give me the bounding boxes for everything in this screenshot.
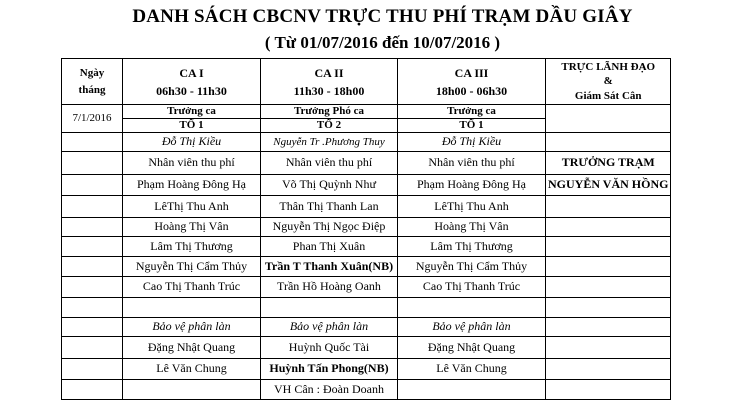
shift-2-cell: TỔ 2: [261, 119, 398, 133]
shift-3-cell: Phạm Hoàng Đông Hạ: [398, 175, 546, 196]
table-row: [62, 152, 671, 175]
shift-3-cell: Bảo vệ phân làn: [398, 318, 546, 337]
leader-cell: [546, 257, 671, 277]
shift-2-cell: Huỳnh Tấn Phong(NB): [261, 359, 398, 380]
table-row: [62, 277, 671, 298]
shift-3-cell: Trưởng ca: [398, 105, 546, 119]
shift-2-cell: Thân Thị Thanh Lan: [261, 196, 398, 218]
leader-header-line1: TRỰC LÃNH ĐẠO: [561, 61, 656, 73]
date-cell: [62, 380, 123, 400]
shift-1-cell: Trưởng ca: [123, 105, 261, 119]
shift-3-cell: Lê Văn Chung: [398, 359, 546, 380]
table-row: [62, 105, 671, 119]
shift-2-cell: [261, 298, 398, 318]
leader-header-line2: &: [603, 75, 613, 88]
shift-1-cell: Bảo vệ phân làn: [123, 318, 261, 337]
header-row: [62, 59, 671, 105]
shift-3-time: 18h00 - 06h30: [435, 83, 508, 98]
date-cell: [62, 318, 123, 337]
date-cell: [62, 218, 123, 237]
shift-2-cell: Trần T Thanh Xuân(NB): [261, 257, 398, 277]
table-row: [62, 257, 671, 277]
shift-3-cell: Đỗ Thị Kiều: [398, 133, 546, 152]
shift-1-cell: Hoàng Thị Vân: [123, 218, 261, 237]
shift-3-cell: Đặng Nhật Quang: [398, 337, 546, 359]
date-cell: [62, 175, 123, 196]
shift-2-time: 11h30 - 18h00: [293, 83, 365, 98]
shift-3-header: [398, 59, 546, 105]
leader-cell: [546, 318, 671, 337]
shift-1-cell: [123, 380, 261, 400]
leader-cell: [546, 218, 671, 237]
shift-2-header: [261, 59, 398, 105]
shift-2-cell: Trần Hồ Hoàng Oanh: [261, 277, 398, 298]
table-row: [62, 175, 671, 196]
shift-2-cell: VH Cân : Đoàn Doanh: [261, 380, 398, 400]
table-row: [62, 237, 671, 257]
date-cell: [62, 152, 123, 175]
leader-cell: [546, 380, 671, 400]
shift-2-cell: Nguyễn Thị Ngọc Điệp: [261, 218, 398, 237]
shift-3-cell: LêThị Thu Anh: [398, 196, 546, 218]
shift-1-header: [123, 59, 261, 105]
shift-3-cell: TỔ 1: [398, 119, 546, 133]
leader-cell: [546, 196, 671, 218]
leader-cell: [546, 237, 671, 257]
leader-cell: [546, 298, 671, 318]
shift-1-cell: LêThị Thu Anh: [123, 196, 261, 218]
shift-1-cell: TỔ 1: [123, 119, 261, 133]
shift-2-cell: Phan Thị Xuân: [261, 237, 398, 257]
shift-3-cell: Cao Thị Thanh Trúc: [398, 277, 546, 298]
table-row: [62, 318, 671, 337]
leader-cell: [546, 133, 671, 152]
shift-2-cell: Bảo vệ phân làn: [261, 318, 398, 337]
shift-1-time: 06h30 - 11h30: [156, 83, 227, 98]
shift-1-name: CA I: [179, 65, 204, 80]
date-column-label: Ngày tháng: [78, 67, 106, 96]
schedule-table: [61, 58, 671, 400]
leader-cell: [546, 359, 671, 380]
leader-cell: [546, 277, 671, 298]
date-cell: [62, 298, 123, 318]
table-row: [62, 218, 671, 237]
date-cell: 7/1/2016: [62, 105, 123, 133]
table-row: [62, 133, 671, 152]
table-row: [62, 359, 671, 380]
table-row: [62, 196, 671, 218]
date-cell: [62, 359, 123, 380]
shift-2-cell: Trưởng Phó ca: [261, 105, 398, 119]
shift-1-cell: Cao Thị Thanh Trúc: [123, 277, 261, 298]
shift-1-cell: Lê Văn Chung: [123, 359, 261, 380]
shift-1-cell: Đỗ Thị Kiều: [123, 133, 261, 152]
date-cell: [62, 257, 123, 277]
page-title: DANH SÁCH CBCNV TRỰC THU PHÍ TRẠM DẦU GIÂY: [132, 6, 633, 27]
date-cell: [62, 196, 123, 218]
leader-header-line3: Giám Sát Cân: [574, 89, 642, 102]
shift-1-cell: Phạm Hoàng Đông Hạ: [123, 175, 261, 196]
shift-3-cell: [398, 298, 546, 318]
table-row: [62, 298, 671, 318]
shift-1-cell: Nguyễn Thị Cẩm Thủy: [123, 257, 261, 277]
shift-3-cell: Nhân viên thu phí: [398, 152, 546, 175]
date-cell: [62, 237, 123, 257]
date-cell: [62, 277, 123, 298]
shift-3-cell: Lâm Thị Thương: [398, 237, 546, 257]
shift-2-cell: Huỳnh Quốc Tài: [261, 337, 398, 359]
leader-header: [546, 59, 671, 105]
shift-1-cell: Nhân viên thu phí: [123, 152, 261, 175]
shift-2-cell: Võ Thị Quỳnh Như: [261, 175, 398, 196]
leader-cell: NGUYỄN VĂN HỒNG: [546, 175, 671, 196]
shift-3-cell: [398, 380, 546, 400]
page-subtitle: ( Từ 01/07/2016 đến 10/07/2016 ): [264, 33, 501, 52]
leader-cell: [546, 337, 671, 359]
table-row: [62, 337, 671, 359]
shift-1-cell: Lâm Thị Thương: [123, 237, 261, 257]
leader-cell: TRƯỞNG TRẠM: [546, 152, 671, 175]
shift-3-name: CA III: [454, 65, 489, 80]
shift-2-cell: Nhân viên thu phí: [261, 152, 398, 175]
shift-2-name: CA II: [314, 65, 344, 80]
shift-2-cell: Nguyễn Tr .Phương Thuy: [261, 133, 398, 152]
table-row: [62, 380, 671, 400]
date-cell: [62, 133, 123, 152]
shift-3-cell: Hoàng Thị Vân: [398, 218, 546, 237]
date-cell: [62, 337, 123, 359]
shift-3-cell: Nguyễn Thị Cẩm Thủy: [398, 257, 546, 277]
date-column-header: [62, 59, 123, 105]
leader-cell: [546, 105, 671, 133]
shift-1-cell: Đặng Nhật Quang: [123, 337, 261, 359]
shift-1-cell: [123, 298, 261, 318]
